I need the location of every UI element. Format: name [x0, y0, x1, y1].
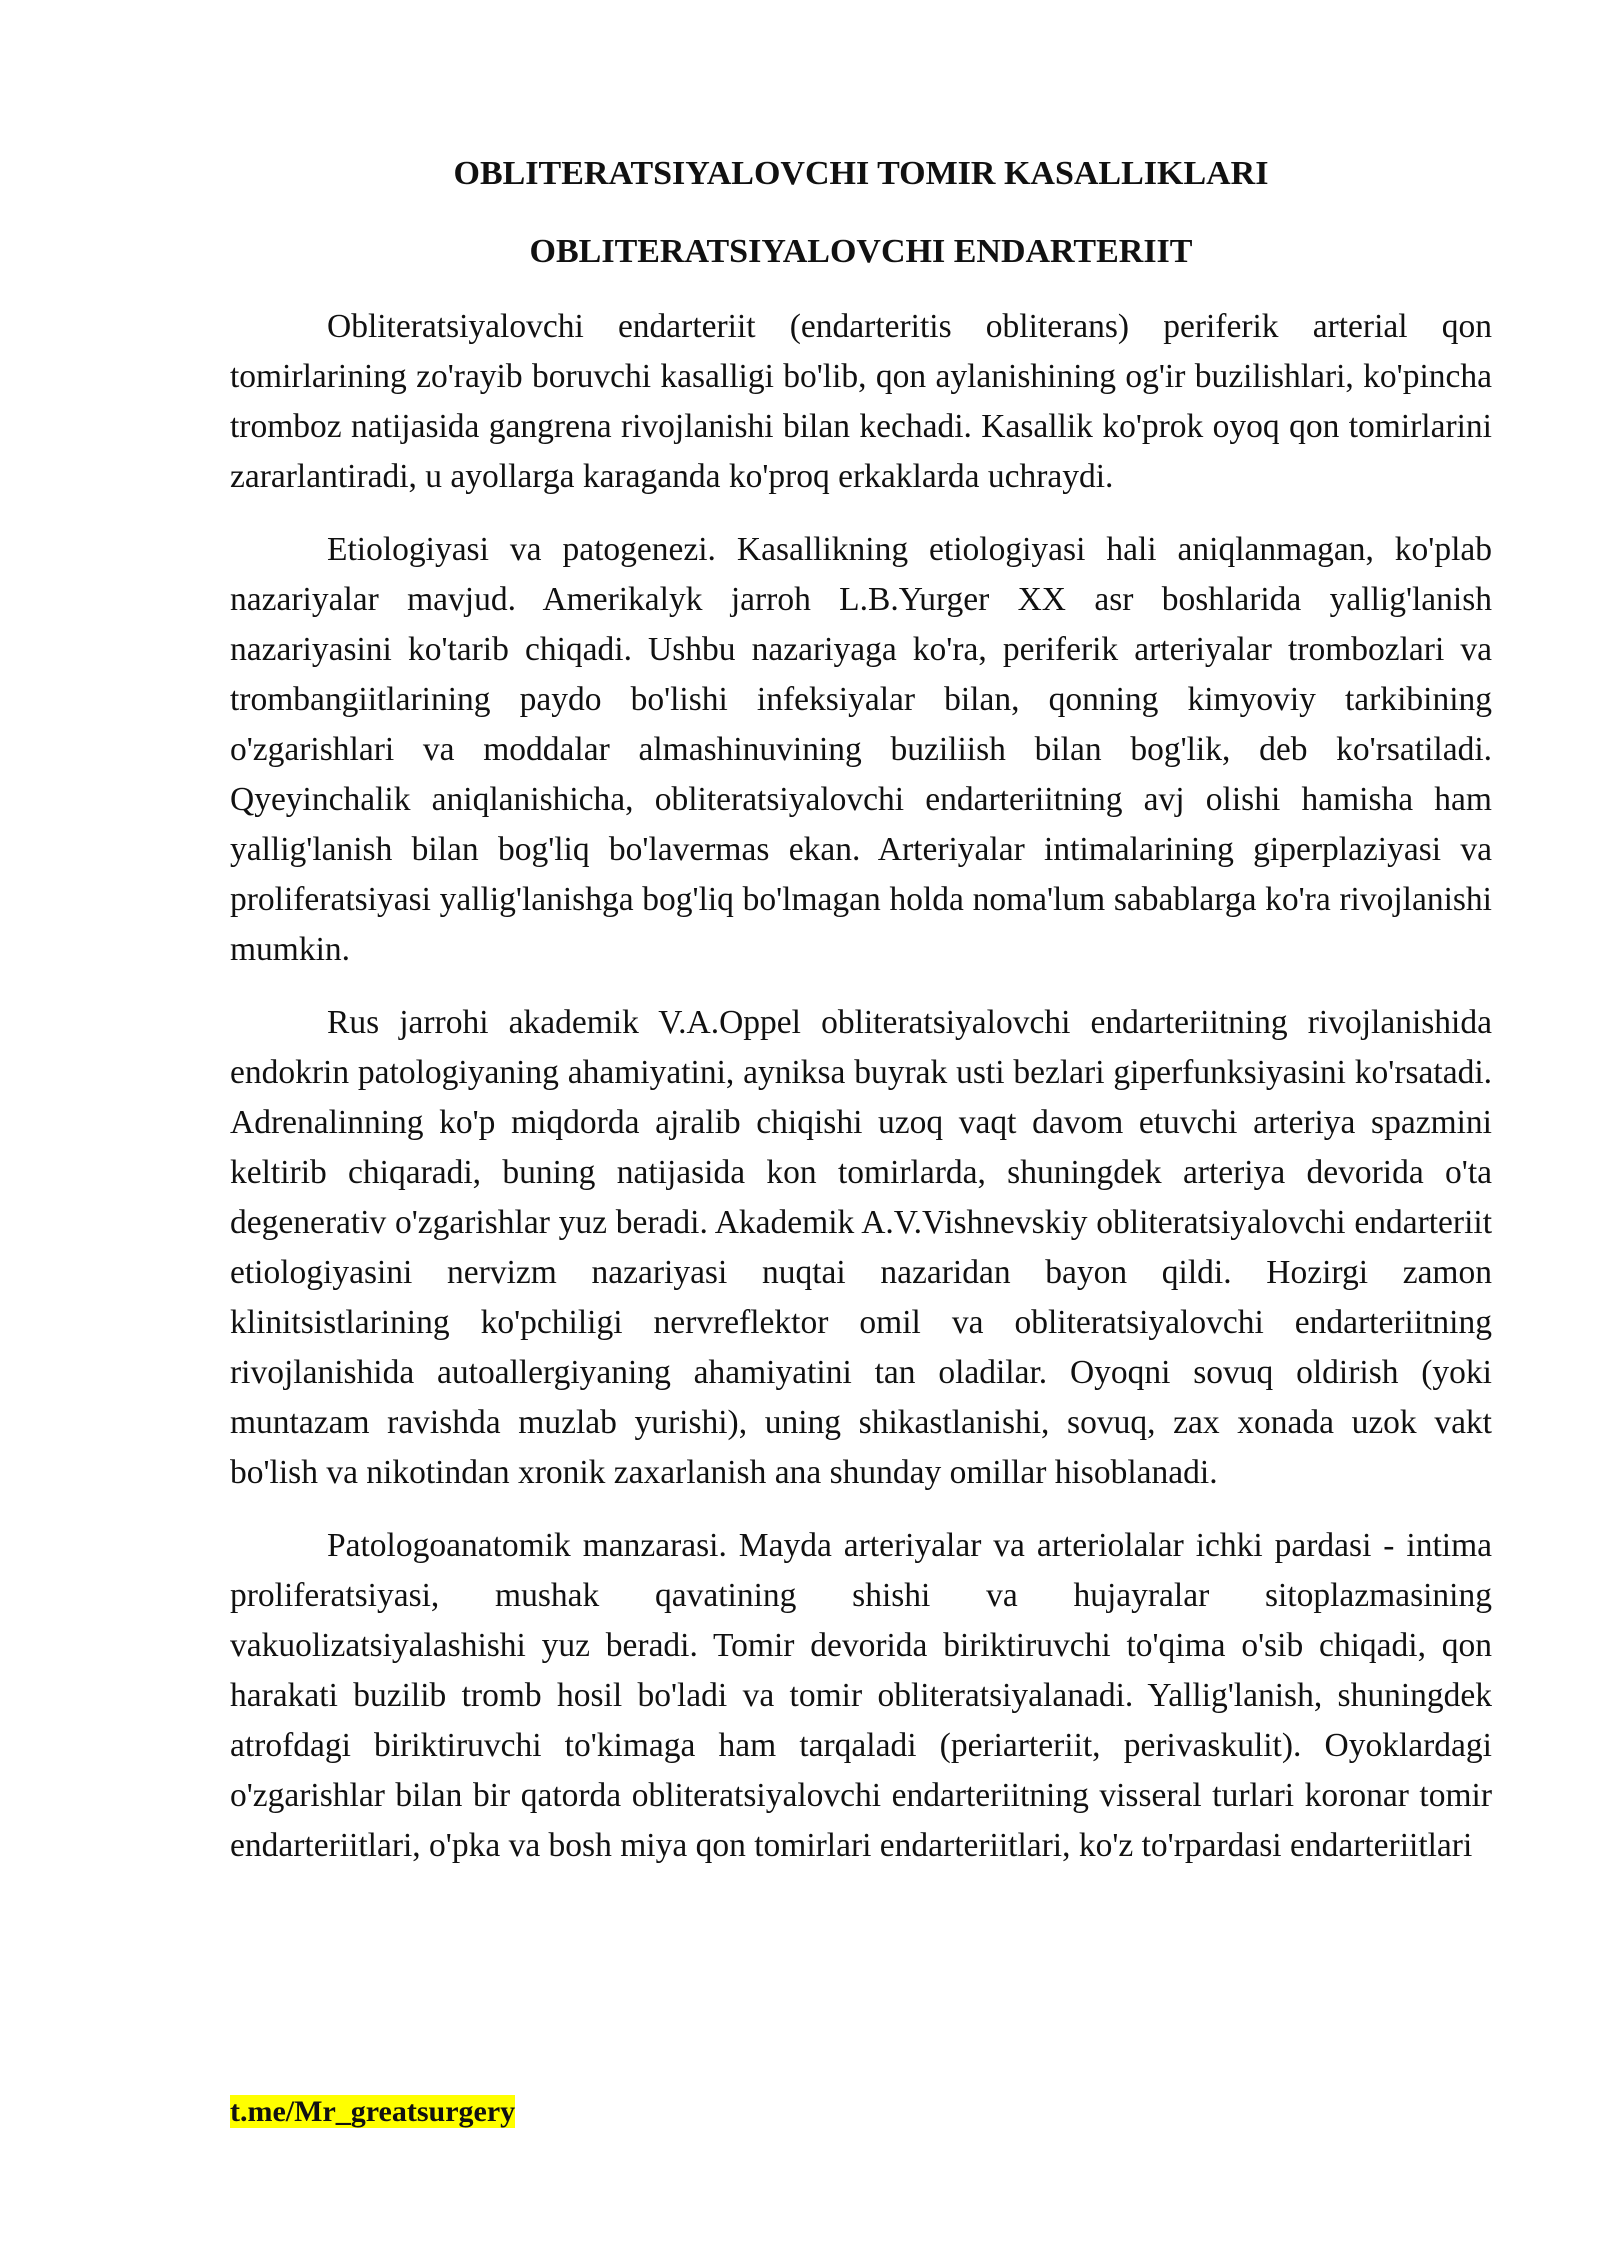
- footer-link[interactable]: [230, 2093, 515, 2131]
- section-title: OBLITERATSIYALOVCHI ENDARTERIIT: [529, 233, 1193, 270]
- document-body: [230, 302, 1492, 1894]
- document-title: OBLITERATSIYALOVCHI TOMIR KASALLIKLARI: [453, 155, 1269, 192]
- paragraph-pathology: Patologoanatomik manzarasi. Mayda arteriyalar va arteriolalar ichki pardasi - intima proliferatsiyasi, mushak qavatining shishi va hujayralar sitoplazmasining vakuolizatsiyalashishi yuz beradi. Tomir devorida biriktiruvchi to'qima o'sib chiqadi, qon harakati buzilib tromb hosil bo'ladi va tomir obliteratsiyalanadi. Yallig'lanish, shuningdek atrofdagi biriktiruvchi to'kimaga ham tarqaladi (periarteriit, perivaskulit). Oyoklardagi o'zgarishlar bilan bir qatorda obliteratsiyalovchi endarteriitning visseral turlari koronar tomir endarteriitlari, o'pka va bosh miya qon tomirlari endarteriitlari, ko'z to'rpardasi endarteriitlari: [230, 1527, 1492, 1864]
- paragraph-etiology: Etiologiyasi va patogenezi. Kasallikning etiologiyasi hali aniqlanmagan, ko'plab nazariyalar mavjud. Amerikalyk jarroh L.B.Yurger XX asr boshlarida yallig'lanish nazariyasini ko'tarib chiqadi. Ushbu nazariyaga ko'ra, periferik arteriyalar trombozlari va trombangiitlarining paydo bo'lishi infeksiyalar bilan, qonning kimyoviy tarkibining o'zgarishlari va moddalar almashinuvining buziliish bilan bog'lik, deb ko'rsatiladi. Qyeyinchalik aniqlanishicha, obliteratsiyalovchi endarteriitning avj olishi hamisha ham yallig'lanish bilan bog'liq bo'lavermas ekan. Arteriyalar intimalarining giperplaziyasi va proliferatsiyasi yallig'lanishga bog'liq bo'lmagan holda noma'lum sabablarga ko'ra rivojlanishi mumkin.: [230, 531, 1492, 968]
- paragraph-intro: Obliteratsiyalovchi endarteriit (endarteritis obliterans) periferik arterial qon tomirlarining zo'rayib boruvchi kasalligi bo'lib, qon aylanishining og'ir buzilishlari, ko'pincha tromboz natijasida gangrena rivojlanishi bilan kechadi. Kasallik ko'prok oyoq qon tomirlarini zararlantiradi, u ayollarga karaganda ko'proq erkaklarda uchraydi.: [230, 308, 1492, 495]
- footer-link-text[interactable]: t.me/Mr_greatsurgery: [230, 2095, 516, 2128]
- paragraph-oppel-theory: Rus jarrohi akademik V.A.Oppel obliteratsiyalovchi endarteriitning rivojlanishida endokrin patologiyaning ahamiyatini, ayniksa buyrak usti bezlari giperfunksiyasini ko'rsatadi. Adrenalinning ko'p miqdorda ajralib chiqishi uzoq vaqt davom etuvchi arteriya spazmini keltirib chiqaradi, buning natijasida kon tomirlarda, shuningdek arteriya devorida o'ta degenerativ o'zgarishlar yuz beradi. Akademik A.V.Vishnevskiy obliteratsiyalovchi endarteriit etiologiyasini nervizm nazariyasi nuqtai nazaridan bayon qildi. Hozirgi zamon klinitsistlarining ko'pchiligi nervreflektor omil va obliteratsiyalovchi endarteriitning rivojlanishida autoallergiyaning ahamiyatini tan oladilar. Oyoqni sovuq oldirish (yoki muntazam ravishda muzlab yurishi), uning shikastlanishi, sovuq, zax xonada uzok vakt bo'lish va nikotindan xronik zaxarlanish ana shunday omillar hisoblanadi.: [230, 1004, 1492, 1491]
